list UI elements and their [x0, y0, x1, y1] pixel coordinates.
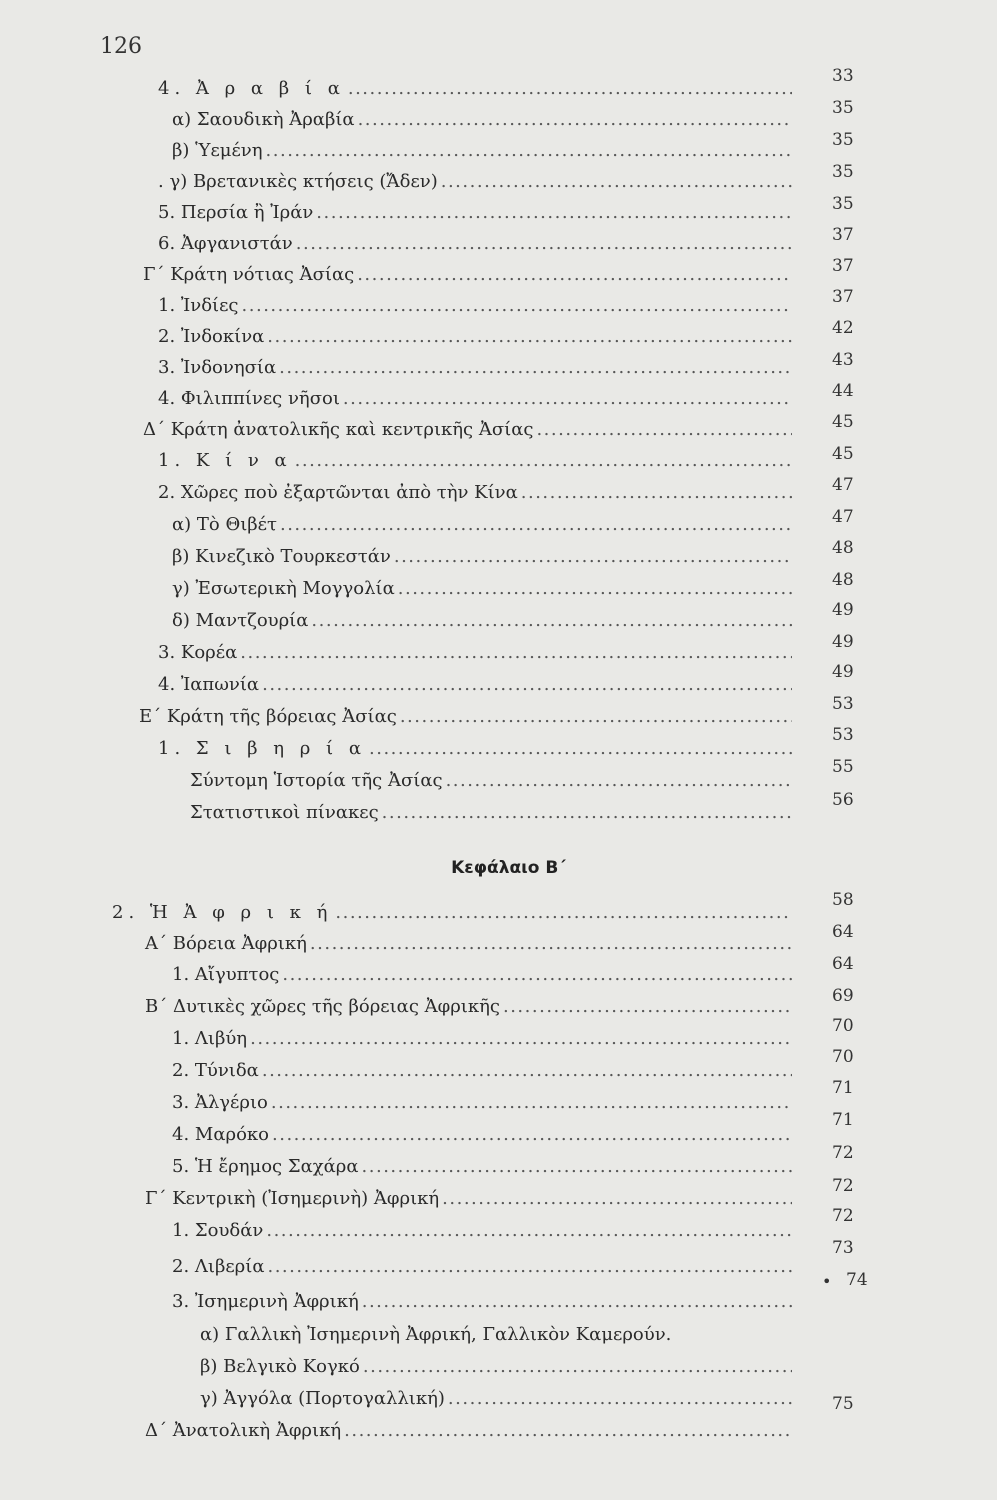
page-ref: 48 — [832, 538, 854, 558]
toc-entry: 1. Λιβύη ..... — [172, 1024, 792, 1054]
page-ref: 35 — [832, 98, 854, 118]
page-ref: 45 — [832, 444, 854, 464]
toc-entry: 2. Ἰνδοκίνα ..... — [158, 322, 792, 352]
toc-entry: 2. Λιβερία ..... — [172, 1252, 792, 1282]
toc-entry: Γ΄ Κράτη νότιας Ἀσίας ..... — [143, 260, 792, 290]
toc-entry: Γ΄ Κεντρικὴ (Ἰσημερινὴ) Ἀφρική ..... — [145, 1184, 792, 1214]
toc-entry: Δ΄ Κράτη ἀνατολικῆς καὶ κεντρικῆς Ἀσίας ..... — [143, 415, 792, 445]
toc-entry: 2. Χῶρες ποὺ ἐξαρτῶνται ἀπὸ τὴν Κίνα ..... — [158, 478, 792, 508]
margin-mark: • — [822, 1272, 832, 1291]
toc-entry: Δ΄ Ἀνατολικὴ Ἀφρική ..... — [145, 1416, 792, 1446]
toc-entry: 1. Κ ί ν α ..... — [158, 446, 792, 476]
page-ref: 75 — [832, 1394, 854, 1414]
toc-entry: 5. Ἡ ἔρημος Σαχάρα ..... — [172, 1152, 792, 1182]
toc-entry: δ) Μαντζουρία ..... — [172, 606, 792, 636]
page-ref: 35 — [832, 194, 854, 214]
page-ref: 43 — [832, 350, 854, 370]
page-ref: 72 — [832, 1206, 854, 1226]
toc-entry: 1. Αἴγυπτος ..... — [172, 960, 792, 990]
toc-entry: 2. Τύνιδα ..... — [172, 1056, 792, 1086]
toc-entry: 4. Μαρόκο ..... — [172, 1120, 792, 1150]
page-ref: 70 — [832, 1047, 854, 1067]
page-ref: 37 — [832, 256, 854, 276]
toc-entry: 6. Ἀφγανιστάν ..... — [158, 229, 792, 259]
toc-entry: 3. Κορέα ..... — [158, 638, 792, 668]
page-ref: 64 — [832, 922, 854, 942]
toc-entry: 4. Ἀ ρ α β ί α ..... — [158, 74, 792, 104]
page-ref: 71 — [832, 1078, 854, 1098]
toc-entry: γ) Ἀγγόλα (Πορτογαλλική) ..... — [200, 1384, 792, 1414]
toc-entry: . γ) Βρετανικὲς κτήσεις (Ἄδεν) ..... — [158, 167, 792, 197]
page-ref: 71 — [832, 1110, 854, 1130]
toc-entry: 5. Περσία ἢ Ἰράν ..... — [158, 198, 792, 228]
toc-entry: 3. Ἀλγέριο ..... — [172, 1088, 792, 1118]
toc-entry: Σύντομη Ἱστορία τῆς Ἀσίας ..... — [190, 766, 792, 796]
page-ref: 53 — [832, 694, 854, 714]
page-ref: 56 — [832, 790, 854, 810]
page-ref: 47 — [832, 507, 854, 527]
toc-entry: Β΄ Δυτικὲς χῶρες τῆς βόρειας Ἀφρικῆς ..... — [145, 992, 792, 1022]
toc-entry: α) Τὸ Θιβέτ ..... — [172, 510, 792, 540]
page-ref: 72 — [832, 1176, 854, 1196]
toc-entry: α) Σαουδικὴ Ἀραβία ..... — [172, 105, 792, 135]
toc-entry: β) Βελγικὸ Κογκό ..... — [200, 1352, 792, 1382]
toc-entry: Στατιστικοὶ πίνακες ..... — [190, 798, 792, 828]
page-ref: 48 — [832, 570, 854, 590]
page-ref: 49 — [832, 600, 854, 620]
toc-entry: 2. Ἡ Ἀ φ ρ ι κ ή ..... — [112, 898, 792, 928]
toc-entry: 1. Ἰνδίες ..... — [158, 291, 792, 321]
toc-entry: 1. Σ ι β η ρ ί α ..... — [158, 734, 792, 764]
page-number: 126 — [100, 34, 142, 59]
page-ref: 45 — [832, 412, 854, 432]
toc-entry: 3. Ἰσημερινὴ Ἀφρική ..... — [172, 1287, 792, 1317]
page-ref: 70 — [832, 1016, 854, 1036]
page-ref: 33 — [832, 66, 854, 86]
toc-entry: 4. Ἰαπωνία ..... — [158, 670, 792, 700]
toc-entry: Ε΄ Κράτη τῆς βόρειας Ἀσίας ..... — [139, 702, 792, 732]
page-ref: 69 — [832, 986, 854, 1006]
page-ref: 72 — [832, 1143, 854, 1163]
page-ref: 49 — [832, 662, 854, 682]
page-ref: 53 — [832, 725, 854, 745]
page-ref: 42 — [832, 318, 854, 338]
toc-entry: β) Ὑεμένη ..... — [172, 136, 792, 166]
page-ref: 47 — [832, 475, 854, 495]
toc-entry: 1. Σουδάν ..... — [172, 1216, 792, 1246]
toc-entry: Α΄ Βόρεια Ἀφρική ..... — [145, 929, 792, 959]
toc-entry: 4. Φιλιππίνες νῆσοι ..... — [158, 384, 792, 414]
page-ref: 37 — [832, 287, 854, 307]
page-ref: 73 — [832, 1238, 854, 1258]
page-ref: 49 — [832, 632, 854, 652]
page-ref: 55 — [832, 757, 854, 777]
toc-entry: β) Κινεζικὸ Τουρκεστάν ..... — [172, 542, 792, 572]
page-ref: 44 — [832, 381, 854, 401]
page-ref: 37 — [832, 225, 854, 245]
toc-entry: 3. Ἰνδονησία ..... — [158, 353, 792, 383]
page-ref: 35 — [832, 162, 854, 182]
page-ref: 58 — [832, 890, 854, 910]
page-ref: 74 — [846, 1270, 868, 1290]
page-ref: 35 — [832, 130, 854, 150]
toc-entry: α) Γαλλικὴ Ἰσημερινὴ Ἀφρική, Γαλλικὸν Καμερούν. — [200, 1324, 672, 1345]
page-ref: 64 — [832, 954, 854, 974]
chapter-heading: Κεφάλαιο Β΄ — [451, 858, 566, 878]
toc-entry: γ) Ἐσωτερικὴ Μογγολία ..... — [172, 574, 792, 604]
